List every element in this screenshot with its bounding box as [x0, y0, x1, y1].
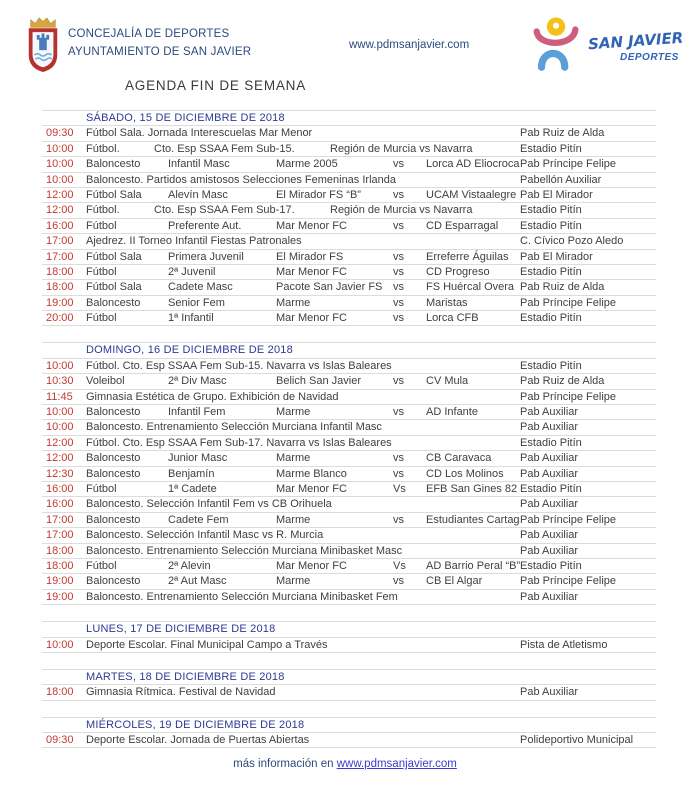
agenda-row [42, 126, 656, 141]
event-time: 10:00 [46, 406, 74, 419]
home-team: Marme 2005 [276, 158, 338, 171]
agenda-section [42, 342, 656, 605]
event-category: Junior Masc [168, 452, 228, 465]
event-venue: Pabellón Auxiliar [520, 173, 602, 186]
agenda-row [42, 219, 656, 234]
event-category: Senior Fem [168, 296, 225, 309]
event-sport: Fútbol Sala [86, 188, 142, 201]
away-team: CD Los Molinos [426, 467, 504, 480]
event-venue: Pab Ruiz de Alda [520, 281, 605, 294]
section-header-row [42, 110, 656, 126]
home-team: Marme [276, 406, 311, 419]
home-team: Mar Menor FC [276, 312, 347, 325]
home-team: Belich San Javier [276, 375, 361, 388]
event-sport: Voleibol [86, 375, 125, 388]
event-venue: Pab Príncipe Felipe [520, 390, 616, 403]
event-description: Baloncesto. Selección Infantil Masc vs R. Murcia [86, 529, 324, 542]
event-time: 10:00 [46, 421, 74, 434]
home-team: El Mirador FS [276, 250, 344, 263]
home-team: Mar Menor FC [276, 265, 347, 278]
home-team: Marme [276, 452, 311, 465]
document-footer [0, 758, 690, 770]
event-category: Alevín Masc [168, 188, 228, 201]
event-matchup: Región de Murcia vs Navarra [330, 142, 473, 155]
event-time: 12:00 [46, 188, 74, 201]
event-venue: Estadio Pitín [520, 204, 582, 217]
away-team: Lorca AD Eliocroca [426, 158, 520, 171]
event-competition: Cto. Esp SSAA Fem Sub-15. [154, 142, 295, 155]
event-venue: Pab Príncipe Felipe [520, 513, 616, 526]
event-time: 10:00 [46, 158, 74, 171]
agenda-row [42, 559, 656, 574]
home-team: El Mirador FS “B” [276, 188, 361, 201]
footer-text: más información en [233, 758, 334, 770]
event-time: 12:00 [46, 204, 74, 217]
event-time: 18:00 [46, 544, 74, 557]
event-sport: Fútbol. [86, 204, 120, 217]
event-time: 12:30 [46, 467, 74, 480]
agenda-row [42, 188, 656, 203]
event-matchup: Región de Murcia vs Navarra [330, 204, 473, 217]
footer-link[interactable]: www.pdmsanjavier.com [336, 758, 457, 770]
away-team: FS Huércal Overa [426, 281, 515, 294]
event-description: Baloncesto. Entrenamiento Selección Murciana Minibasket Masc [86, 544, 403, 557]
vs-label: vs [393, 219, 404, 232]
home-team: Marme Blanco [276, 467, 347, 480]
agenda-row [42, 250, 656, 265]
agenda-row [42, 482, 656, 497]
san-javier-deportes-logo [528, 16, 684, 78]
event-time: 17:00 [46, 529, 74, 542]
vs-label: vs [393, 158, 404, 171]
event-category: Preferente Aut. [168, 219, 242, 232]
away-team: CD Esparragal [426, 219, 499, 232]
vs-label: vs [393, 296, 404, 309]
event-venue: Pab Auxiliar [520, 467, 579, 480]
event-venue: Pab Auxiliar [520, 452, 579, 465]
vs-label: vs [393, 250, 404, 263]
agenda-row [42, 203, 656, 218]
away-team: AD Infante [426, 406, 478, 419]
event-venue: Estadio Pitín [520, 265, 582, 278]
event-sport: Fútbol [86, 312, 117, 325]
event-sport: Baloncesto [86, 575, 141, 588]
event-time: 17:00 [46, 235, 74, 248]
event-description: Fútbol Sala. Jornada Interescuelas Mar Menor [86, 127, 313, 140]
event-time: 12:00 [46, 436, 74, 449]
event-time: 18:00 [46, 686, 74, 699]
vs-label: Vs [393, 559, 406, 572]
event-venue: Pab Auxiliar [520, 421, 579, 434]
agenda-row [42, 142, 656, 157]
event-sport: Baloncesto [86, 406, 141, 419]
event-category: 2ª Alevin [168, 559, 211, 572]
agenda-row [42, 638, 656, 653]
agenda-row [42, 359, 656, 374]
event-description: Baloncesto. Entrenamiento Selección Murciana Minibasket Fem [86, 590, 398, 603]
vs-label: vs [393, 575, 404, 588]
section-date: DOMINGO, 16 DE DICIEMBRE DE 2018 [86, 344, 293, 357]
event-time: 12:00 [46, 452, 74, 465]
event-venue: C. Cívico Pozo Aledo [520, 235, 624, 248]
agenda-section [42, 669, 656, 701]
event-time: 16:00 [46, 482, 74, 495]
header-website: www.pdmsanjavier.com [349, 39, 470, 51]
agenda-row [42, 265, 656, 280]
event-sport: Fútbol [86, 219, 117, 232]
event-venue: Estadio Pitín [520, 219, 582, 232]
event-description: Deporte Escolar. Jornada de Puertas Abiertas [86, 734, 310, 747]
agenda-row [42, 733, 656, 748]
section-header-row [42, 342, 656, 358]
away-team: CD Progreso [426, 265, 490, 278]
event-time: 10:30 [46, 375, 74, 388]
event-time: 17:00 [46, 513, 74, 526]
event-sport: Fútbol. [86, 142, 120, 155]
event-time: 18:00 [46, 281, 74, 294]
section-header-row [42, 621, 656, 637]
agenda-row [42, 544, 656, 559]
away-team: Maristas [426, 296, 468, 309]
event-time: 10:00 [46, 173, 74, 186]
event-category: Primera Juvenil [168, 250, 244, 263]
vs-label: vs [393, 467, 404, 480]
event-venue: Pab El Mirador [520, 250, 593, 263]
section-date: MIÉRCOLES, 19 DE DICIEMBRE DE 2018 [86, 718, 305, 731]
home-team: Mar Menor FC [276, 559, 347, 572]
event-venue: Pab Ruiz de Alda [520, 127, 605, 140]
logo-figure-icon [528, 16, 586, 74]
event-sport: Baloncesto [86, 158, 141, 171]
event-venue: Pab El Mirador [520, 188, 593, 201]
agenda-row [42, 173, 656, 188]
section-header-row [42, 717, 656, 733]
agenda-section [42, 110, 656, 326]
event-description: Baloncesto. Partidos amistosos Selecciones Femeninas Irlanda [86, 173, 396, 186]
event-competition: Cto. Esp SSAA Fem Sub-17. [154, 204, 295, 217]
event-description: Baloncesto. Entrenamiento Selección Murciana Infantil Masc [86, 421, 382, 434]
event-description: Baloncesto. Selección Infantil Fem vs CB Orihuela [86, 498, 332, 511]
event-time: 16:00 [46, 219, 74, 232]
away-team: EFB San Gines 82 [426, 482, 518, 495]
event-venue: Estadio Pitín [520, 482, 582, 495]
event-venue: Pab Auxiliar [520, 686, 579, 699]
event-category: 2ª Div Masc [168, 375, 227, 388]
event-description: Fútbol. Cto. Esp SSAA Fem Sub-17. Navarra vs Islas Baleares [86, 436, 392, 449]
agenda-table [42, 110, 656, 748]
vs-label: vs [393, 312, 404, 325]
agenda-row [42, 374, 656, 389]
away-team: CB Caravaca [426, 452, 492, 465]
event-sport: Baloncesto [86, 452, 141, 465]
event-venue: Pab Príncipe Felipe [520, 158, 616, 171]
away-team: Lorca CFB [426, 312, 479, 325]
agenda-row [42, 451, 656, 466]
section-date: LUNES, 17 DE DICIEMBRE DE 2018 [86, 623, 276, 636]
event-time: 10:00 [46, 142, 74, 155]
event-venue: Pab Auxiliar [520, 529, 579, 542]
event-time: 19:00 [46, 296, 74, 309]
org-name-line2: AYUNTAMIENTO DE SAN JAVIER [68, 46, 252, 58]
event-category: Benjamín [168, 467, 215, 480]
event-description: Ajedrez. II Torneo Infantil Fiestas Patronales [86, 235, 302, 248]
agenda-row [42, 497, 656, 512]
agenda-row [42, 513, 656, 528]
away-team: UCAM Vistaalegre [426, 188, 517, 201]
event-time: 10:00 [46, 359, 74, 372]
event-venue: Pab Auxiliar [520, 498, 579, 511]
event-time: 17:00 [46, 250, 74, 263]
agenda-row [42, 234, 656, 249]
vs-label: vs [393, 452, 404, 465]
page-title: AGENDA FIN DE SEMANA [125, 78, 307, 93]
agenda-row [42, 405, 656, 420]
event-venue: Pab Príncipe Felipe [520, 575, 616, 588]
event-venue: Pab Auxiliar [520, 406, 579, 419]
event-venue: Estadio Pitín [520, 436, 582, 449]
event-category: 1ª Cadete [168, 482, 217, 495]
event-venue: Estadio Pitín [520, 559, 582, 572]
home-team: Marme [276, 513, 311, 526]
agenda-row [42, 420, 656, 435]
event-sport: Baloncesto [86, 467, 141, 480]
vs-label: vs [393, 375, 404, 388]
agenda-section [42, 621, 656, 653]
event-venue: Pista de Atletismo [520, 638, 608, 651]
event-category: 2ª Aut Masc [168, 575, 227, 588]
agenda-row [42, 574, 656, 589]
agenda-row [42, 157, 656, 172]
agenda-row [42, 311, 656, 326]
agenda-row [42, 390, 656, 405]
agenda-row [42, 685, 656, 700]
event-sport: Fútbol [86, 559, 117, 572]
event-sport: Fútbol [86, 482, 117, 495]
event-time: 11:45 [46, 390, 73, 403]
event-venue: Pab Príncipe Felipe [520, 296, 616, 309]
event-time: 20:00 [46, 312, 74, 325]
event-category: Cadete Masc [168, 281, 233, 294]
section-header-row [42, 669, 656, 685]
event-venue: Estadio Pitín [520, 142, 582, 155]
event-sport: Baloncesto [86, 296, 141, 309]
agenda-row [42, 590, 656, 605]
event-time: 09:30 [46, 127, 74, 140]
vs-label: vs [393, 265, 404, 278]
event-category: Infantil Fem [168, 406, 226, 419]
event-venue: Pab Auxiliar [520, 544, 579, 557]
event-time: 19:00 [46, 590, 74, 603]
event-venue: Pab Ruiz de Alda [520, 375, 605, 388]
event-venue: Pab Auxiliar [520, 590, 579, 603]
event-sport: Fútbol [86, 265, 117, 278]
home-team: Mar Menor FC [276, 219, 347, 232]
agenda-row [42, 296, 656, 311]
vs-label: vs [393, 406, 404, 419]
logo-subtitle: DEPORTES [620, 52, 679, 63]
away-team: Estudiantes Cartag [426, 513, 520, 526]
event-time: 18:00 [46, 559, 74, 572]
event-time: 16:00 [46, 498, 74, 511]
event-sport: Fútbol Sala [86, 281, 142, 294]
home-team: Mar Menor FC [276, 482, 347, 495]
event-description: Deporte Escolar. Final Municipal Campo a Través [86, 638, 328, 651]
section-date: SÁBADO, 15 DE DICIEMBRE DE 2018 [86, 112, 285, 124]
org-name-line1: CONCEJALÍA DE DEPORTES [68, 28, 230, 40]
event-category: Cadete Fem [168, 513, 229, 526]
event-venue: Estadio Pitín [520, 312, 582, 325]
event-time: 10:00 [46, 638, 74, 651]
event-time: 09:30 [46, 734, 74, 747]
vs-label: Vs [393, 482, 406, 495]
away-team: AD Barrio Peral “B” [426, 559, 521, 572]
event-description: Fútbol. Cto. Esp SSAA Fem Sub-15. Navarra vs Islas Baleares [86, 359, 392, 372]
event-time: 19:00 [46, 575, 74, 588]
event-sport: Baloncesto [86, 513, 141, 526]
away-team: Erreferre Águilas [426, 250, 509, 263]
event-time: 18:00 [46, 265, 74, 278]
agenda-row [42, 280, 656, 295]
san-javier-coat-of-arms-icon [24, 15, 62, 76]
event-venue: Estadio Pitín [520, 359, 582, 372]
organization-name [68, 25, 251, 61]
logo-title: SAN JAVIER [587, 28, 684, 54]
away-team: CB El Algar [426, 575, 483, 588]
agenda-row [42, 467, 656, 482]
event-description: Gimnasia Estética de Grupo. Exhibición de Navidad [86, 390, 339, 403]
vs-label: vs [393, 188, 404, 201]
section-date: MARTES, 18 DE DICIEMBRE DE 2018 [86, 670, 285, 683]
event-description: Gimnasia Rítmica. Festival de Navidad [86, 686, 276, 699]
event-venue: Polideportivo Municipal [520, 734, 634, 747]
home-team: Marme [276, 575, 311, 588]
agenda-row [42, 528, 656, 543]
vs-label: vs [393, 281, 404, 294]
agenda-row [42, 436, 656, 451]
away-team: CV Mula [426, 375, 469, 388]
event-category: 1ª Infantil [168, 312, 214, 325]
event-sport: Fútbol Sala [86, 250, 142, 263]
event-category: 2ª Juvenil [168, 265, 216, 278]
agenda-section [42, 717, 656, 749]
home-team: Marme [276, 296, 311, 309]
event-category: Infantil Masc [168, 158, 230, 171]
home-team: Pacote San Javier FS [276, 281, 383, 294]
vs-label: vs [393, 513, 404, 526]
